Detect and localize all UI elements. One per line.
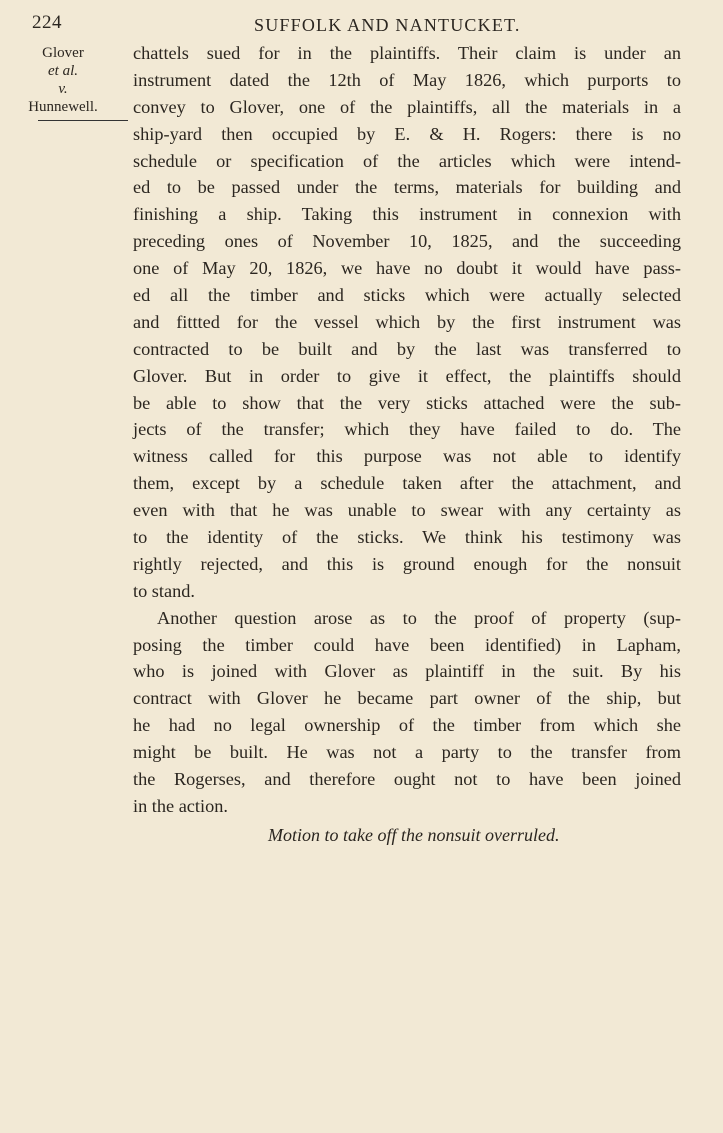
body-text bbox=[133, 40, 681, 820]
text-line: chattels sued for in the plaintiffs. Their claim is under an bbox=[133, 43, 681, 63]
text-line: posing the timber could have been identified) in Lapham, bbox=[133, 634, 681, 655]
text-line: might be built. He was not a party to the transfer from bbox=[133, 742, 681, 763]
text-line: he had no legal ownership of the timber from which she bbox=[133, 715, 681, 736]
text-line: them, except by a schedule taken after the attachment, and bbox=[133, 473, 681, 494]
running-title: SUFFOLK AND NANTUCKET. bbox=[254, 15, 521, 35]
text-line: schedule or specification of the articles which were intend- bbox=[133, 150, 681, 171]
text-line: finishing a ship. Taking this instrument in connexion with bbox=[133, 204, 681, 225]
text-line: preceding ones of November 10, 1825, and the succeeding bbox=[133, 231, 681, 252]
margin-plaintiff: Glover bbox=[42, 45, 84, 61]
text-line: Glover. But in order to give it effect, the plaintiffs should bbox=[133, 365, 681, 386]
margin-rule bbox=[38, 120, 128, 121]
text-line: even with that he was unable to swear with any certainty as bbox=[133, 500, 681, 521]
text-line: convey to Glover, one of the plaintiffs, all the materials in a bbox=[133, 96, 681, 117]
text-line: instrument dated the 12th of May 1826, which purports to bbox=[133, 69, 681, 90]
margin-versus: v. bbox=[58, 81, 68, 97]
margin-et-al: et al. bbox=[48, 63, 78, 79]
margin-defendant: Hunnewell. bbox=[28, 99, 98, 115]
closing-ruling: Motion to take off the nonsuit overruled. bbox=[268, 825, 560, 845]
text-line: in the action. bbox=[133, 795, 228, 816]
text-line: to the identity of the sticks. We think his testimony was bbox=[133, 527, 681, 548]
text-line: Another question arose as to the proof of property (sup- bbox=[157, 607, 681, 628]
case-margin-note bbox=[4, 44, 122, 121]
text-line: witness called for this purpose was not able to identify bbox=[133, 446, 681, 467]
text-line: contracted to be built and by the last was transferred to bbox=[133, 338, 681, 359]
text-line: contract with Glover he became part owner of the ship, but bbox=[133, 688, 681, 709]
text-line: the Rogerses, and therefore ought not to have been joined bbox=[133, 769, 681, 790]
text-line: be able to show that the very sticks attached were the sub- bbox=[133, 392, 681, 413]
text-line: ed to be passed under the terms, materials for building and bbox=[133, 177, 681, 198]
text-line: ed all the timber and sticks which were actually selected bbox=[133, 285, 681, 306]
text-line: and fittted for the vessel which by the first instrument was bbox=[133, 311, 681, 332]
text-line: who is joined with Glover as plaintiff in the suit. By his bbox=[133, 661, 681, 682]
text-line: jects of the transfer; which they have failed to do. The bbox=[133, 419, 681, 440]
text-line: ship-yard then occupied by E. & H. Rogers: there is no bbox=[133, 123, 681, 144]
text-line: to stand. bbox=[133, 580, 195, 601]
page-number: 224 bbox=[32, 12, 62, 33]
text-line: one of May 20, 1826, we have no doubt it would have pass- bbox=[133, 258, 681, 279]
text-line: rightly rejected, and this is ground enough for the nonsuit bbox=[133, 553, 681, 574]
